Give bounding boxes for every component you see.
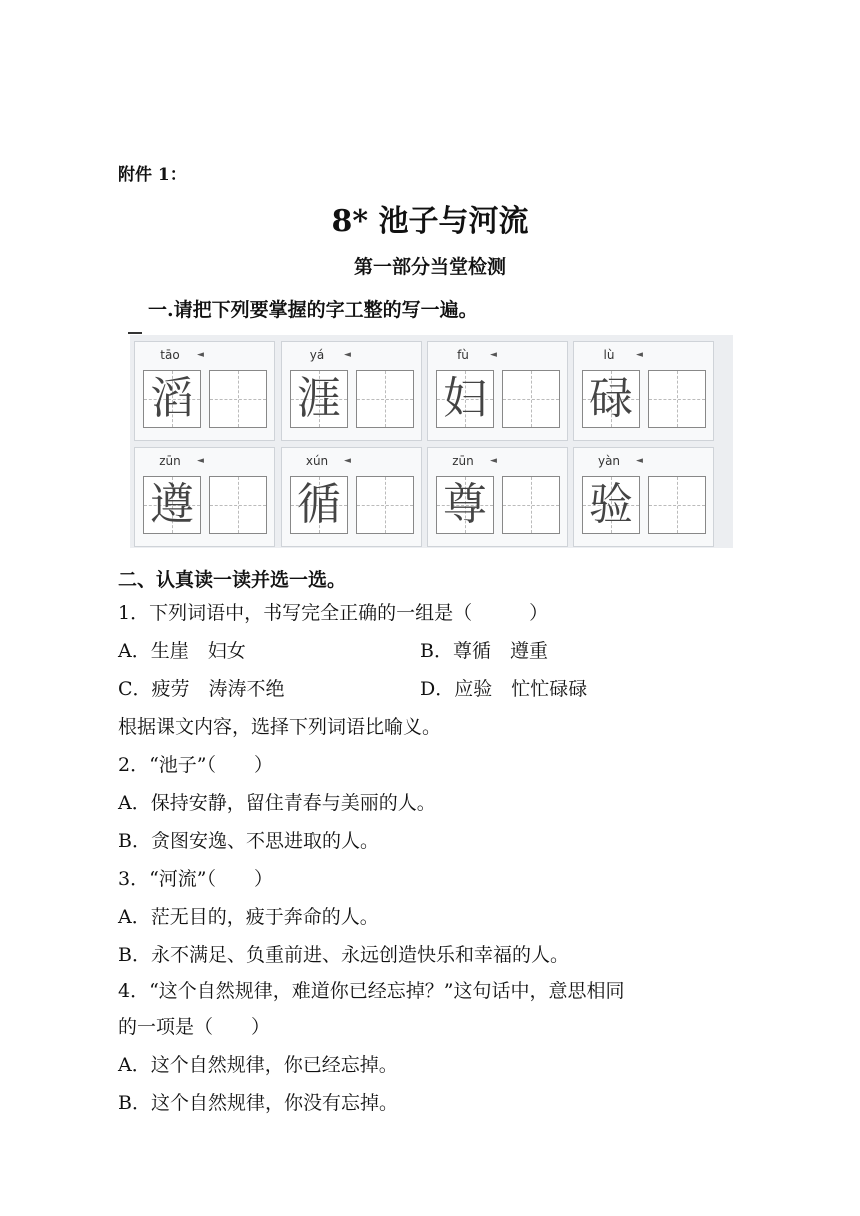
practice-box: [356, 370, 414, 428]
question-1-option-d: D．应验 忙忙碌碌: [420, 678, 588, 700]
speaker-icon: ◄: [344, 456, 351, 466]
model-char-box: [436, 370, 494, 428]
section2-heading: 二、认真读一读并选一选。: [118, 569, 347, 591]
pinyin-label: fù: [457, 348, 469, 362]
practice-box: [502, 476, 560, 534]
question-2-option-b: B．贪图安逸、不思进取的人。: [118, 830, 379, 852]
char-card-2: [427, 341, 568, 441]
question-3-option-a: A．茫无目的，疲于奔命的人。: [118, 906, 379, 928]
speaker-icon: ◄: [197, 456, 204, 466]
char-card-3: [573, 341, 714, 441]
question-4-option-b: B．这个自然规律，你没有忘掉。: [118, 1092, 398, 1114]
model-char-box: [290, 370, 348, 428]
model-char-box: [582, 476, 640, 534]
attachment-label: 附件 1：: [118, 165, 187, 185]
instruction-text: 根据课文内容，选择下列词语比喻义。: [118, 716, 442, 738]
question-4-stem-line2: 的一项是（ ）: [118, 1016, 271, 1038]
char-card-7: [573, 447, 714, 547]
char-card-0: [134, 341, 275, 441]
pinyin-label: zūn: [452, 454, 474, 468]
char-card-4: [134, 447, 275, 547]
practice-box: [648, 370, 706, 428]
model-char-box: [290, 476, 348, 534]
question-4-stem-line1: 4．“这个自然规律，难道你已经忘掉？”这句话中，意思相同: [118, 980, 625, 1002]
question-3-option-b: B．永不满足、负重前进、永远创造快乐和幸福的人。: [118, 944, 569, 966]
model-char: 循: [297, 479, 341, 530]
speaker-icon: ◄: [636, 350, 643, 360]
page-subtitle: 第一部分当堂检测: [353, 256, 506, 278]
model-char-box: [436, 476, 494, 534]
pinyin-label: lù: [603, 348, 615, 362]
char-card-6: [427, 447, 568, 547]
pinyin-label: yàn: [597, 454, 621, 468]
model-char-box: [143, 370, 201, 428]
question-1-stem: 1．下列词语中，书写完全正确的一组是（ ）: [118, 602, 549, 624]
speaker-icon: ◄: [490, 350, 497, 360]
question-1-option-c: C．疲劳 涛涛不绝: [118, 678, 285, 700]
pinyin-label: tāo: [160, 348, 180, 362]
question-3-stem: 3．“河流”（ ）: [118, 868, 274, 890]
practice-box: [502, 370, 560, 428]
writing-grid-image: [130, 335, 733, 548]
speaker-icon: ◄: [490, 456, 497, 466]
model-char: 滔: [150, 373, 194, 424]
model-char: 妇: [443, 373, 487, 424]
model-char: 涯: [297, 373, 341, 424]
model-char-box: [582, 370, 640, 428]
speaker-icon: ◄: [636, 456, 643, 466]
pinyin-label: zūn: [159, 454, 181, 468]
page-title: 8* 池子与河流: [331, 204, 529, 239]
pinyin-label: xún: [305, 454, 329, 468]
divider: [128, 332, 142, 334]
speaker-icon: ◄: [197, 350, 204, 360]
question-1-option-a: A．生崖 妇女: [118, 640, 246, 662]
model-char: 遵: [150, 479, 194, 530]
practice-box: [209, 370, 267, 428]
question-4-option-a: A．这个自然规律，你已经忘掉。: [118, 1054, 398, 1076]
practice-box: [209, 476, 267, 534]
pinyin-label: yá: [309, 348, 325, 362]
practice-box: [648, 476, 706, 534]
model-char-box: [143, 476, 201, 534]
question-2-stem: 2．“池子”（ ）: [118, 754, 274, 776]
char-card-1: [281, 341, 422, 441]
section1-heading: 一.请把下列要掌握的字工整的写一遍。: [148, 299, 478, 321]
practice-box: [356, 476, 414, 534]
question-1-option-b: B．尊循 遵重: [420, 640, 548, 662]
model-char: 尊: [443, 479, 487, 530]
char-card-5: [281, 447, 422, 547]
model-char: 验: [589, 479, 633, 530]
question-2-option-a: A．保持安静，留住青春与美丽的人。: [118, 792, 436, 814]
model-char: 碌: [589, 373, 633, 424]
speaker-icon: ◄: [344, 350, 351, 360]
